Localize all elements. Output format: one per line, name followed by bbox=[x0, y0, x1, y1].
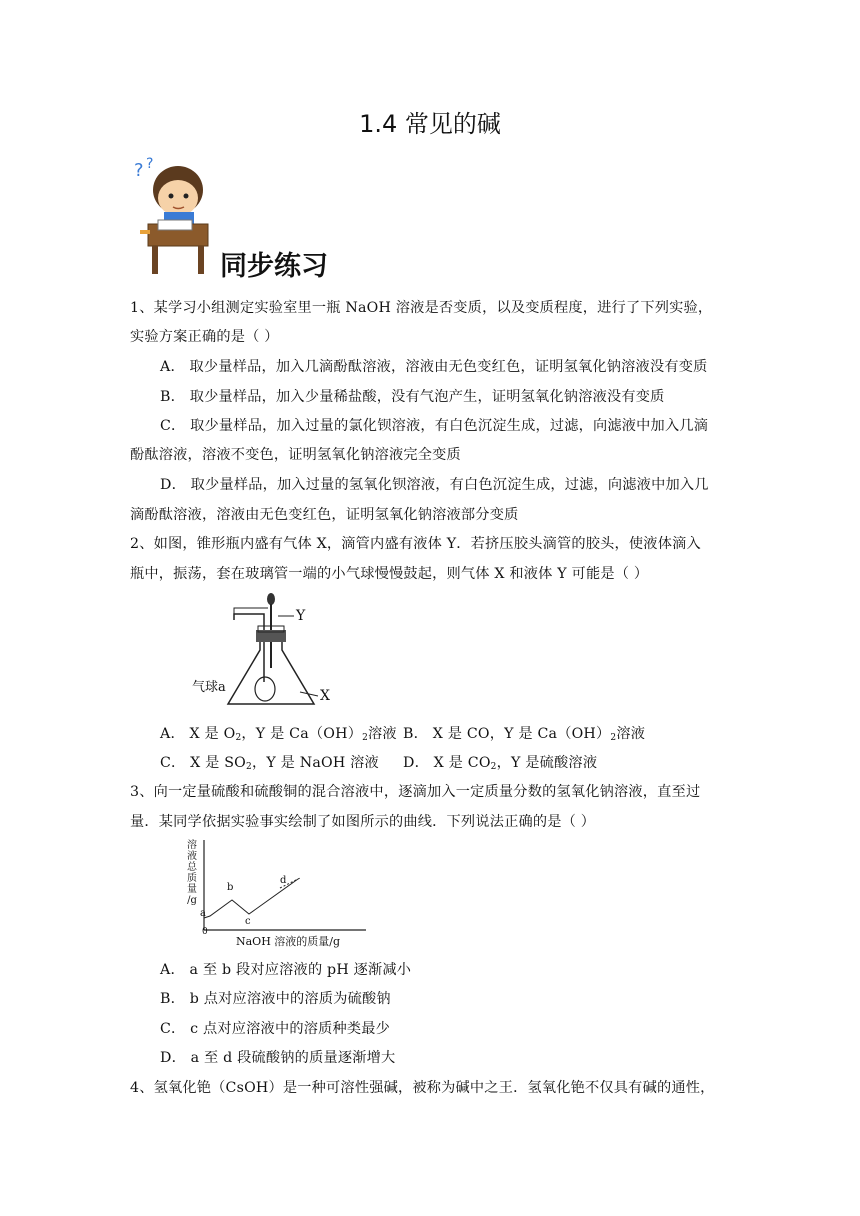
page-title: 1.4 常见的碱 bbox=[359, 110, 501, 138]
graph-origin-label: 0 bbox=[202, 927, 208, 937]
graph-y-label: 溶 液 总 质 量 /g bbox=[187, 840, 197, 906]
figure-label-y: Y bbox=[296, 608, 306, 624]
q1-option-d-cont: 滴酚酞溶液，溶液由无色变红色，证明氢氧化钠溶液部分变质 bbox=[130, 507, 519, 523]
q2-option-d: D． X 是 $CO_2$，Y 是硫酸溶液 bbox=[403, 755, 598, 772]
question-2-stem: 2、如图，锥形瓶内盛有气体 X，滴管内盛有液体 Y．若挤压胶头滴管的胶头，使液体滴入 bbox=[130, 536, 701, 552]
q1-option-d: D． 取少量样品，加入过量的氢氧化钡溶液，有白色沉淀生成，过滤，向滤液中加入几 bbox=[160, 477, 709, 493]
q2-option-b: B． X 是 CO，Y 是 $Ca(OH)_2$溶液 bbox=[403, 726, 646, 743]
q1-option-b: B． 取少量样品，加入少量稀盐酸，没有气泡产生，证明氢氧化钠溶液没有变质 bbox=[160, 389, 665, 405]
figure-label-x: X bbox=[320, 688, 330, 704]
q1-option-c-cont: 酚酞溶液，溶液不变色，证明氢氧化钠溶液完全变质 bbox=[130, 447, 461, 463]
question-3-stem-cont: 量．某同学依据实验事实绘制了如图所示的曲线．下列说法正确的是（ ） bbox=[130, 814, 596, 830]
solution-mass-graph bbox=[180, 838, 380, 950]
q1-option-c: C． 取少量样品，加入过量的氯化钡溶液，有白色沉淀生成，过滤，向滤液中加入几滴 bbox=[160, 418, 709, 434]
svg-text:?: ? bbox=[134, 160, 144, 181]
q3-option-d: D． a 至 d 段硫酸钠的质量逐渐增大 bbox=[160, 1050, 396, 1066]
q3-option-b: B． b 点对应溶液中的溶质为硫酸钠 bbox=[160, 991, 391, 1007]
question-1-stem: 1、某学习小组测定实验室里一瓶 NaOH 溶液是否变质，以及变质程度，进行了下列实验， bbox=[130, 300, 713, 316]
graph-x-label: NaOH 溶液的质量/g bbox=[236, 935, 341, 948]
thinking-boy-illustration bbox=[128, 150, 218, 275]
point-label-d: d bbox=[280, 875, 287, 886]
point-label-c: c bbox=[245, 916, 251, 927]
question-1-stem-cont: 实验方案正确的是（ ） bbox=[130, 329, 279, 345]
section-heading: 同步练习 bbox=[220, 251, 328, 282]
q1-option-a: A． 取少量样品，加入几滴酚酞溶液，溶液由无色变红色，证明氢氧化钠溶液没有变质 bbox=[160, 359, 708, 375]
q3-option-a: A． a 至 b 段对应溶液的 pH 逐渐减小 bbox=[160, 962, 412, 978]
point-label-b: b bbox=[227, 882, 234, 893]
svg-text:?: ? bbox=[146, 156, 154, 172]
q2-option-a: A． X 是 $O_2$，Y 是 $Ca(OH)_2$溶液 bbox=[160, 726, 397, 743]
question-3-stem: 3、向一定量硫酸和硫酸铜的混合溶液中，逐滴加入一定质量分数的氢氧化钠溶液，直至过 bbox=[130, 784, 701, 800]
figure-label-balloon: 气球a bbox=[192, 680, 226, 695]
point-label-a: a bbox=[200, 908, 206, 919]
question-4-stem: 4、氢氧化铯（CsOH）是一种可溶性强碱，被称为碱中之王．氢氧化铯不仅具有碱的通性， bbox=[130, 1080, 715, 1096]
flask-apparatus-figure bbox=[190, 590, 350, 712]
question-2-stem-cont: 瓶中，振荡，套在玻璃管一端的小气球慢慢鼓起，则气体 X 和液体 Y 可能是（ ） bbox=[130, 566, 649, 582]
q3-option-c: C． c 点对应溶液中的溶质种类最少 bbox=[160, 1021, 391, 1037]
q2-option-c: C． X 是 $SO_2$，Y 是 NaOH 溶液 bbox=[160, 755, 379, 772]
